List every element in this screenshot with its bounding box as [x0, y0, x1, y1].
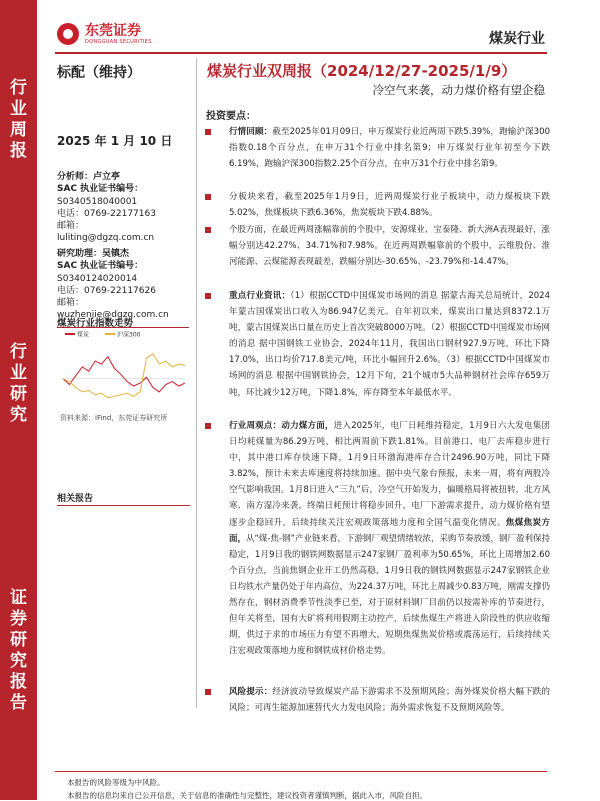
- footer-divider: [55, 771, 547, 772]
- logo-mark-icon: [57, 23, 79, 45]
- assistant-email-label: 邮箱：: [57, 298, 85, 309]
- chart-source: 资料来源：iFind，东莞证券研究所: [60, 414, 168, 422]
- bullet-text-thermal: 进入2025年，电厂日耗维持稳定，1月9日六大发电集团日均耗煤量为86.29万吨，相比两周前下跌1.81%。目前港口、电厂去库稳步进行中，其中港口库存快速下降，1月9日环渤海港库存合计2496.90万吨，同比下降3.82%，预计未来去库速度将持续加速。据中央气象台预报，未来一周，将有两股冷空气影响我国。1月8日进入“三九”后，冷空气开始发力，偏暖格局将被扭转，北方风寒、南方湿冷来袭，终端日耗预计将稳步回升，电厂下游需求提升，动力煤价格有望逐步企稳回升，后续持续关注宏观政策落地力度和全国气温变化情况。: [229, 421, 550, 528]
- bullet-text-coking: 从“煤-焦-钢”产业链来看，下游钢厂观望情绪较浓，采购节奏放缓，钢厂盈利保持稳定，1月9日我的钢铁网数据显示247家钢厂盈利率为50.65%，环比上周增加2.60个百分点，当前焦钢企业开工仍然高稳，1月9日我的钢铁网数据显示247家钢铁企业日均铁水产量仍处于年内高位，为224.37万吨，环比上周减少0.83万吨，刚需支撑仍然存在，钢材消费季节性淡季已至，对于原材料钢厂目前仍以按需补库的节奏进行，但年关将至，国有大矿将利用假期主动控产，后续焦煤生产将进入阶段性的供应收缩期，供过于求的市场压力有望不再增大，短期焦煤焦炭价格或震荡运行，后续持续关注宏观政策落地力度和钢铁成材价格走势。: [229, 533, 550, 657]
- header-divider: [55, 52, 547, 54]
- analyst-email-label: 邮箱：: [57, 221, 85, 232]
- chart-title: 煤炭行业指数走势: [57, 318, 134, 329]
- series-line-hs300: [63, 354, 185, 398]
- bullet-subhead-thermal: 动力煤方面，: [281, 421, 334, 431]
- bullet-risk-warning: [205, 684, 550, 716]
- bullet-text: 个股方面，在最近两周涨幅靠前的个股中，安源煤业、宝泰隆、新大洲A表现最好，涨幅分别达42.27%、34.71%和7.98%。在近两周跌幅靠前的个股中，云维股份、淮河能源、云煤能源表现最差，跌幅分别达-30.65%、-23.79%和-14.47%。: [229, 225, 550, 268]
- bullet-industry-view: [205, 418, 550, 659]
- bullet-square-icon: [205, 689, 211, 695]
- bullet-square-icon: [205, 194, 211, 200]
- bullet-stocks-review: [205, 222, 550, 270]
- assistant-email[interactable]: wuzhenjie@dgzq.com.cn: [57, 310, 169, 321]
- analyst-name: 分析师：卢立亭: [57, 172, 121, 182]
- related-reports-heading: 相关报告: [57, 494, 94, 504]
- logo-name: 东莞证券: [85, 22, 141, 39]
- bullet-text: （1）根据CCTD中国煤炭市场网的消息 据蒙古海关总局统计，2024年蒙古国煤炭出口收入为86.947亿美元。自年初以来，煤炭出口量达到8372.1万吨，蒙古国煤炭出口量在历史上首次突破8000万吨。（2）根据CCTD中国煤炭市场网的消息 据中国钢铁工业协会，2024年11月，我国出口钢材927.9万吨，环比下降17.0%，出口均价717.8美元/吨，环比小幅回升2.6%。（3）根据CCTD中国煤炭市场网的消息 根据中国钢铁协会，12月下旬，21个城市5大品种钢材社会库存659万吨，环比减少12万吨，下降1.8%，库存降至本年最低水平。: [229, 291, 550, 398]
- bullet-head: 行情回顾：: [229, 127, 273, 137]
- related-reports-divider: [57, 505, 190, 506]
- side-label-research: [0, 342, 37, 426]
- report-subtitle: 冷空气来袭，动力煤价格有望企稳: [372, 83, 545, 97]
- bullet-industry-news: [205, 288, 550, 401]
- bullet-square-icon: [205, 227, 211, 233]
- bullet-square-icon: [205, 423, 211, 429]
- side-label-report: [0, 588, 37, 714]
- chart-svg: [57, 328, 189, 412]
- analyst-email[interactable]: luliting@dgzq.com.cn: [57, 233, 155, 244]
- logo-name-en: DONGGUAN SECURITIES: [85, 38, 152, 45]
- bullet-square-icon: [205, 293, 211, 299]
- column-divider: [196, 58, 197, 708]
- bullet-head: 风险提示：: [229, 687, 273, 697]
- bullet-head: 行业周观点：: [229, 421, 282, 431]
- bullet-sector-review: [205, 189, 550, 221]
- industry-label: 煤炭行业: [489, 31, 545, 47]
- rating: 标配（维持）: [57, 65, 141, 81]
- report-title: 煤炭行业双周报（2024/12/27-2025/1/9）: [207, 62, 517, 80]
- legend-coal-label: 煤炭: [77, 331, 90, 339]
- footer-disclaimer: 本报告的信息均来自已公开信息，关于信息的准确性与完整性，建议投资者谨慎判断，据此入市，风险自担。: [67, 791, 427, 800]
- assistant-sac-no: S0340124020014: [57, 273, 138, 284]
- chart: [57, 327, 189, 412]
- bullet-text: 截至2025年01月09日，申万煤炭行业近两周下跌5.39%，跑输沪深300指数0.18个百分点，在申万31个行业中排名第9；申万煤炭行业年初至今下跌6.19%，跑输沪深300指数2.25个百分点，在申万31个行业中排名第9。: [229, 127, 550, 170]
- side-label-report-text: 证券研究报告: [10, 588, 27, 713]
- logo: [57, 23, 152, 45]
- footer-risk-level: 本报告的风险等级为中风险。: [67, 778, 165, 787]
- bullet-text: 经济波动导致煤炭产品下游需求不及预期风险；海外煤炭价格大幅下跌的风险；可再生能源加速替代火力发电风险；海外需求恢复不及预期风险等。: [229, 687, 550, 714]
- analyst-info: [57, 171, 156, 245]
- report-date: 2025 年 1 月 10 日: [57, 134, 173, 148]
- side-label-weekly-text: 行业周报: [10, 78, 27, 161]
- assistant-phone: 电话：0769-22117626: [57, 285, 156, 296]
- analyst-sac-label: SAC 执业证书编号：: [57, 184, 144, 195]
- bullet-market-review: [205, 124, 550, 172]
- side-label-research-text: 行业研究: [10, 342, 27, 425]
- bullet-text: 分板块来看，截至2025年1月9日，近两周煤炭行业子板块中，动力煤板块下跌5.02%，焦煤板块下跌6.36%，焦炭板块下跌4.88%。: [229, 192, 550, 219]
- assistant-sac-label: SAC 执业证书编号：: [57, 261, 144, 272]
- key-points-title: 投资要点：: [206, 111, 256, 122]
- analyst-sac-no: S0340518040001: [57, 196, 138, 207]
- legend-hs300-label: 沪深300: [117, 331, 141, 339]
- assistant-name: 研究助理：吴镇杰: [57, 249, 130, 259]
- side-label-weekly: [0, 78, 37, 162]
- bullet-head: 重点行业资讯：: [229, 291, 291, 301]
- analyst-phone: 电话：0769-22177163: [57, 208, 156, 219]
- bullet-subhead-coking: 焦煤焦炭方面，: [229, 517, 550, 544]
- assistant-info: [57, 248, 169, 322]
- bullet-square-icon: [205, 129, 211, 135]
